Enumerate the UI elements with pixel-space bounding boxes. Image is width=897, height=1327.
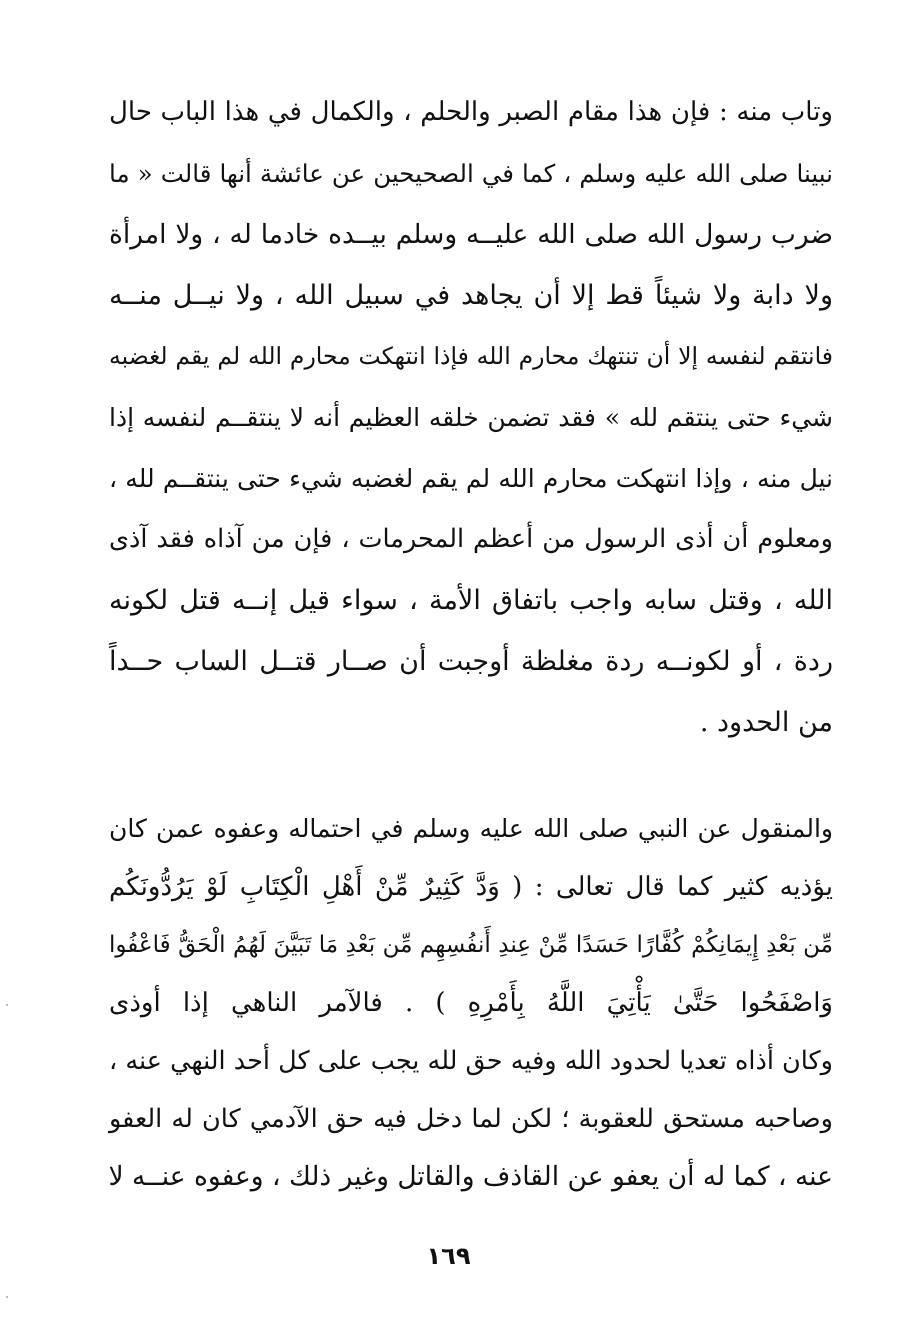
- text-line: وتاب منه : فإن هذا مقام الصبر والحلم ، والكمال في هذا الباب حال: [109, 97, 833, 127]
- text-line-final: من الحدود .: [699, 707, 833, 738]
- scan-speck: [6, 1004, 8, 1006]
- page-number: ١٦٩: [426, 1242, 471, 1270]
- text-line: ومعلوم أن أذى الرسول من أعظم المحرمات ، فإن من آذاه فقد آذى: [109, 524, 833, 554]
- paragraph-1: [109, 82, 833, 753]
- text-line: ولا دابة ولا شيئاً قط إلا أن يجاهد في سبيل الله ، ولا نيــل منــه: [109, 280, 833, 311]
- text-line: نبينا صلى الله عليه وسلم ، كما في الصحيحين عن عائشة أنها قالت « ما: [109, 159, 833, 188]
- text-line: عنه ، كما له أن يعفو عن القاذف والقاتل وغير ذلك ، وعفوه عنــه لا: [108, 1161, 833, 1192]
- text-line: وكان أذاه تعديا لحدود الله وفيه حق لله يجب على كل أحد النهي عنه ،: [109, 1046, 833, 1076]
- paragraph-2: [109, 800, 833, 1206]
- text-line: ضرب رسول الله صلى الله عليــه وسلم بيــده خادما له ، ولا امرأة: [109, 219, 833, 250]
- quran-verse-line: مِّن بَعْدِ إِيمَانِكُمْ كُفَّارًا حَسَدًا مِّنْ عِندِ أَنفُسِهِم مِّن بَعْدِ مَا تَبَيَّنَ لَهُمُ الْحَقُّ فَاعْفُوا: [109, 932, 833, 958]
- text-line: والمنقول عن النبي صلى الله عليه وسلم في احتماله وعفوه عمن كان: [109, 814, 833, 843]
- text-line: الله ، وقتل سابه واجب باتفاق الأمة ، سواء قيل إنــه قتل لكونه: [109, 585, 833, 616]
- quran-verse-line: يؤذيه كثير كما قال تعالى : ( وَدَّ كَثِيرٌ مِّنْ أَهْلِ الْكِتَابِ لَوْ يَرُدُّونَكُم: [109, 872, 833, 902]
- text-line: نيل منه ، وإذا انتهكت محارم الله لم يقم لغضبه شيء حتى ينتقــم لله ،: [109, 464, 833, 493]
- text-line: ردة ، أو لكونــه ردة مغلظة أوجبت أن صــار قتــل الساب حــداً: [109, 646, 833, 677]
- text-line: شيء حتى ينتقم لله » فقد تضمن خلقه العظيم أنه لا ينتقــم لنفسه إذا: [109, 403, 833, 432]
- scan-speck: [6, 1296, 8, 1298]
- quran-verse-line: وَاصْفَحُوا حَتَّىٰ يَأْتِيَ اللَّهُ بِأَمْرِهِ ) . فالآمر الناهي إذا أوذى: [109, 988, 833, 1018]
- text-line: فانتقم لنفسه إلا أن تنتهك محارم الله فإذا انتهكت محارم الله لم يقم لغضبه: [109, 342, 833, 370]
- text-line: وصاحبه مستحق للعقوبة ؛ لكن لما دخل فيه حق الآدمي كان له العفو: [109, 1104, 833, 1134]
